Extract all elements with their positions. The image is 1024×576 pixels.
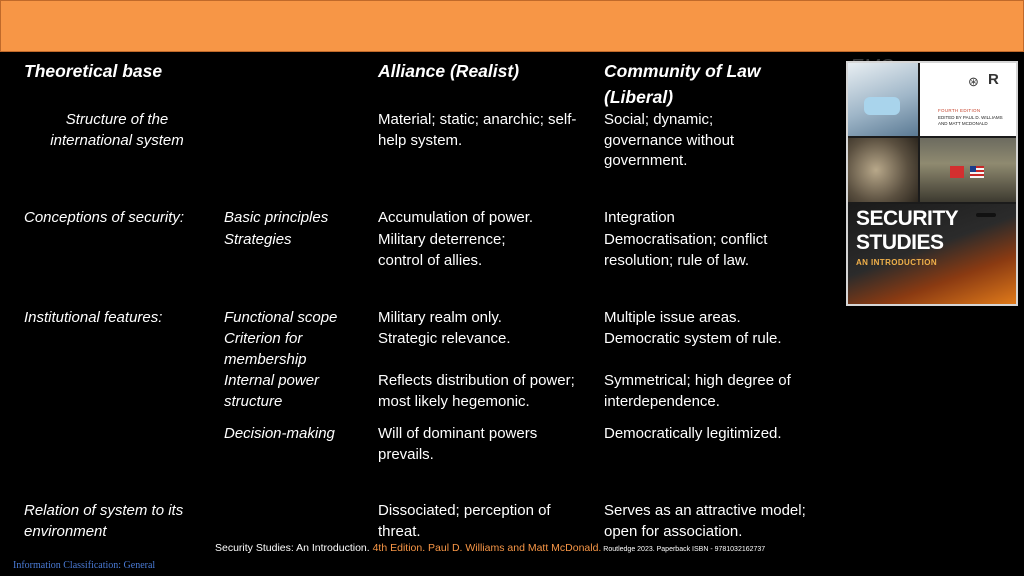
relation-community-2: open for association. [604, 523, 743, 540]
institutional-sub-functional-scope: Functional scope [224, 309, 338, 326]
cover-edition: FOURTH EDITION [938, 108, 981, 113]
security-alliance-3: control of allies. [378, 251, 483, 269]
security-alliance-1: Accumulation of power. [378, 209, 534, 226]
institutional-community-4: interdependence. [604, 392, 720, 410]
source-citation [215, 541, 765, 557]
structure-community-line1: Social; dynamic; [604, 111, 714, 128]
institutional-alliance-5: Will of dominant powers [378, 425, 538, 442]
cover-photo-mask [848, 63, 918, 136]
institutional-alliance-6: prevails. [378, 445, 434, 463]
institutional-alliance-3: Reflects distribution of power; [378, 372, 575, 389]
classification-footer: Information Classification: General [13, 560, 156, 571]
security-sub-strategies: Strategies [224, 231, 292, 248]
relation-label-line1: Relation of system to its [24, 502, 184, 519]
header-community-line1: Community of Law [604, 61, 761, 81]
relation-alliance-2: threat. [378, 523, 421, 540]
security-sub-basic-principles: Basic principles [224, 209, 329, 226]
structure-community-line2: governance without [604, 131, 735, 149]
header-theoretical-base: Theoretical base [24, 61, 163, 81]
structure-community-line3: government. [604, 152, 688, 169]
cover-flag-icon [970, 166, 984, 178]
header-community-line2: (Liberal) [604, 87, 674, 107]
security-alliance-2: Military deterrence; [378, 231, 506, 248]
institutional-sub-criterion-line1: Criterion for [224, 330, 303, 347]
institutional-community-1: Multiple issue areas. [604, 309, 741, 326]
cover-publisher-logo: R [988, 71, 999, 88]
institutional-community-3: Symmetrical; high degree of [604, 372, 791, 389]
structure-alliance-line1: Material; static; anarchic; self- [378, 111, 577, 128]
institutional-community-2: Democratic system of rule. [604, 330, 782, 347]
institutional-alliance-1: Military realm only. [378, 309, 502, 326]
security-community-1: Integration [604, 209, 675, 226]
security-community-2: Democratisation; conflict [604, 231, 768, 248]
institutional-sub-power-line2: structure [224, 392, 283, 410]
institutional-sub-power-line1: Internal power [224, 372, 320, 389]
cover-flag-icon [950, 166, 964, 178]
cover-title-line2: STUDIES [856, 231, 944, 254]
relation-community-1: Serves as an attractive model; [604, 502, 806, 519]
cover-photo-summit [920, 138, 1016, 202]
source-publisher: Routledge 2023. Paperback ISBN - 9781032162737 [601, 546, 766, 553]
book-cover-image [846, 61, 1018, 306]
relation-label-line2: environment [24, 523, 107, 540]
security-community-3: resolution; rule of law. [604, 251, 750, 269]
relation-alliance-1: Dissociated; perception of [378, 502, 551, 519]
source-title: Security Studies: An Introduction. [215, 542, 370, 554]
institutional-community-5: Democratically legitimized. [604, 425, 782, 442]
cover-subtitle: AN INTRODUCTION [856, 258, 938, 267]
cover-title-line1: SECURITY [856, 207, 959, 230]
structure-alliance-line2: help system. [378, 131, 463, 149]
institutional-label: Institutional features: [24, 309, 163, 326]
institutional-alliance-2: Strategic relevance. [378, 330, 511, 347]
structure-label-line1: Structure of the [65, 111, 169, 128]
institutional-alliance-4: most likely hegemonic. [378, 392, 530, 410]
security-label: Conceptions of security: [24, 209, 185, 226]
institutional-sub-criterion-line2: membership [224, 350, 307, 368]
cover-helicopter-icon [976, 213, 996, 217]
header-alliance: Alliance (Realist) [378, 61, 520, 81]
cover-emblem-icon: ⊛ [968, 74, 979, 89]
cover-photo-crowd [848, 138, 918, 202]
source-authors: 4th Edition. Paul D. Williams and Matt McDonald. [369, 542, 602, 554]
institutional-sub-decision-making: Decision-making [224, 425, 335, 442]
cover-editors: EDITED BY PAUL D. WILLIAMS AND MATT MCDONALD [938, 115, 1003, 126]
structure-label-line2: international system [50, 131, 184, 149]
title-banner [0, 0, 1024, 52]
